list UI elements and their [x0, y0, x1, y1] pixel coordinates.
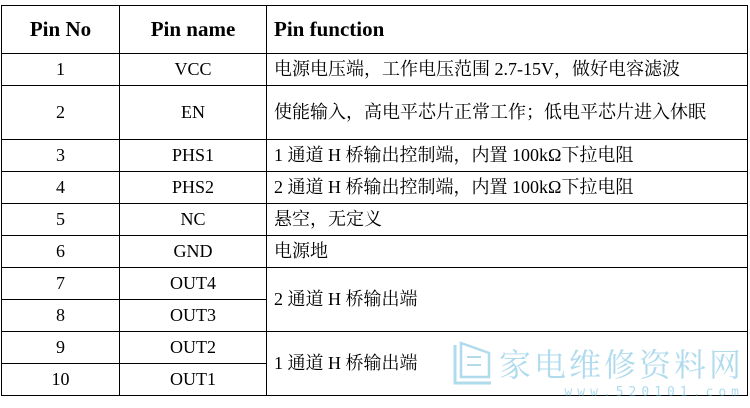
pin-table	[1, 5, 748, 396]
watermark-url: www.520101.com	[564, 385, 744, 400]
pin-function: 悬空，无定义	[267, 204, 748, 236]
pin-name: GND	[120, 236, 267, 268]
pin-name: OUT2	[120, 332, 267, 364]
pin-name: EN	[120, 86, 267, 140]
pin-number: 1	[2, 54, 120, 86]
pin-function: 2 通道 H 桥输出端	[267, 268, 748, 332]
watermark-text: 家电维修资料网	[498, 346, 744, 384]
pin-function: 2 通道 H 桥输出控制端，内置 100kΩ下拉电阻	[267, 172, 748, 204]
pin-name: VCC	[120, 54, 267, 86]
header-row	[2, 6, 748, 54]
pin-number: 9	[2, 332, 120, 364]
pin-name: PHS1	[120, 140, 267, 172]
header-pin-function: Pin function	[267, 6, 748, 54]
pin-function: 电源电压端，工作电压范围 2.7-15V，做好电容滤波	[267, 54, 748, 86]
table-row	[2, 172, 748, 204]
pin-name: OUT3	[120, 300, 267, 332]
table-row	[2, 86, 748, 140]
pin-function: 1 通道 H 桥输出控制端，内置 100kΩ下拉电阻	[267, 140, 748, 172]
header-pin-no: Pin No	[2, 6, 120, 54]
table-row	[2, 268, 748, 300]
pin-number: 6	[2, 236, 120, 268]
table-row	[2, 204, 748, 236]
pin-name: NC	[120, 204, 267, 236]
table-row	[2, 54, 748, 86]
pin-number: 8	[2, 300, 120, 332]
header-pin-name: Pin name	[120, 6, 267, 54]
pin-function: 1 通道 H 桥输出端	[267, 332, 748, 396]
pin-number: 7	[2, 268, 120, 300]
pin-function: 电源地	[267, 236, 748, 268]
pin-number: 10	[2, 364, 120, 396]
pin-name: PHS2	[120, 172, 267, 204]
table-row	[2, 236, 748, 268]
pin-name: OUT4	[120, 268, 267, 300]
pin-function: 使能输入，高电平芯片正常工作；低电平芯片进入休眠	[267, 86, 748, 140]
table-row	[2, 332, 748, 364]
pin-name: OUT1	[120, 364, 267, 396]
pin-number: 4	[2, 172, 120, 204]
pin-number: 5	[2, 204, 120, 236]
pin-number: 3	[2, 140, 120, 172]
pin-number: 2	[2, 86, 120, 140]
table-row	[2, 140, 748, 172]
